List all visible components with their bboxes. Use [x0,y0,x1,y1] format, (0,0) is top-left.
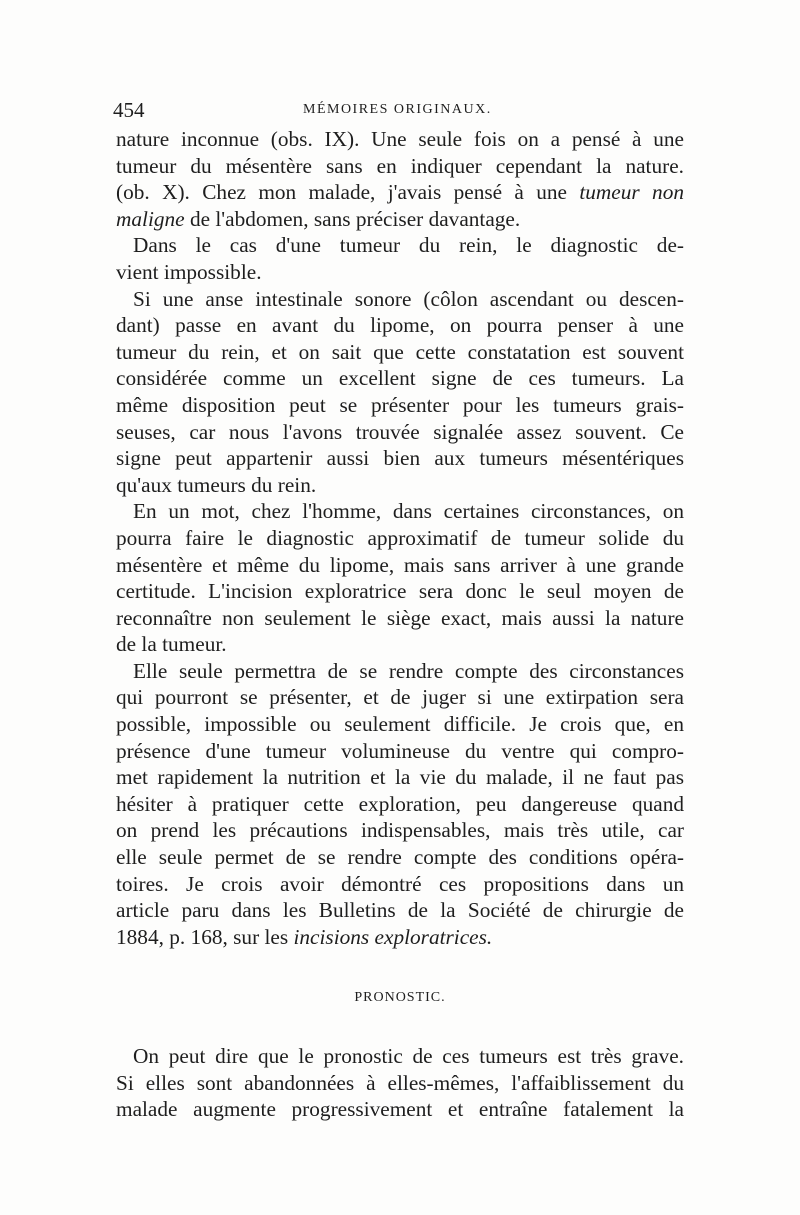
text-span: 1884, p. 168, sur les [116,924,289,949]
text-line [116,206,684,233]
text-line: qu'aux tumeurs du rein. [116,472,317,497]
text-line: reconnaître non seulement le siège exact, mais aussi la nature [116,605,684,630]
text-line: possible, impossible ou seulement difficile. Je crois que, en [116,712,684,737]
text-line: dant) passe en avant du lipome, on pourra penser à une [116,313,684,338]
text-line: nature inconnue (obs. IX). Une seule fois on a pensé à une [116,127,684,151]
text-line [116,924,684,951]
body-text-continued [116,1043,684,1123]
text-line: En un mot, chez l'homme, dans certaines circonstances, on [133,499,684,524]
text-line: Dans le cas d'une tumeur du rein, le diagnostic de- [133,233,684,258]
text-line: même disposition peut se présenter pour les tumeurs grais- [116,392,684,417]
italic-span: incisions exploratrices. [293,924,493,949]
text-line: certitude. L'incision exploratrice sera donc le seul moyen de [116,579,684,604]
text-line: on prend les précautions indispensables, mais très utile, car [116,818,684,843]
running-head [113,98,693,126]
text-line: hésiter à pratiquer cette exploration, peu dangereuse quand [116,791,684,816]
text-line: seuses, car nous l'avons trouvée signalée assez souvent. Ce [116,419,684,444]
section-heading: PRONOSTIC. [354,990,446,1005]
text-line: présence d'une tumeur volumineuse du ventre qui compro- [116,738,684,763]
text-line: met rapidement la nutrition et la vie du malade, il ne faut pas [116,765,684,790]
text-line [116,179,684,206]
text-line: malade augmente progressivement et entraîne fatalement la [116,1097,684,1122]
text-line: considérée comme un excellent signe de ces tumeurs. La [116,366,684,391]
text-line: elle seule permet de se rendre compte des conditions opéra- [116,845,684,870]
text-span: de l'abdomen, sans préciser davantage. [189,206,521,231]
text-line: article paru dans les Bulletins de la Société de chirurgie de [116,898,684,923]
italic-span: tumeur non [579,180,684,205]
text-line: tumeur du mésentère sans en indiquer cependant la nature. [116,153,684,178]
text-line: signe peut appartenir aussi bien aux tumeurs mésentériques [116,446,684,471]
text-line: de la tumeur. [116,632,227,657]
body-text [116,126,684,950]
text-line: tumeur du rein, et on sait que cette constatation est souvent [116,339,684,364]
text-line: Elle seule permettra de se rendre compte des circonstances [133,658,684,683]
text-line: vient impossible. [116,259,262,284]
text-line: qui pourront se présenter, et de juger si une extirpation sera [116,685,684,710]
text-line: On peut dire que le pronostic de ces tumeurs est très grave. [133,1044,684,1068]
text-line: toires. Je crois avoir démontré ces propositions dans un [116,871,684,896]
text-line: pourra faire le diagnostic approximatif de tumeur solide du [116,525,684,550]
text-line: Si une anse intestinale sonore (côlon ascendant ou descen- [133,286,684,311]
italic-span: maligne [116,206,185,231]
text-line: mésentère et même du lipome, mais sans arriver à une grande [116,552,684,577]
running-title: MÉMOIRES ORIGINAUX. [303,102,492,117]
page-number: 454 [113,98,145,122]
text-line: Si elles sont abandonnées à elles-mêmes, l'affaiblissement du [116,1070,684,1095]
text-span: (ob. X). Chez mon malade, j'avais pensé à une [116,180,567,205]
